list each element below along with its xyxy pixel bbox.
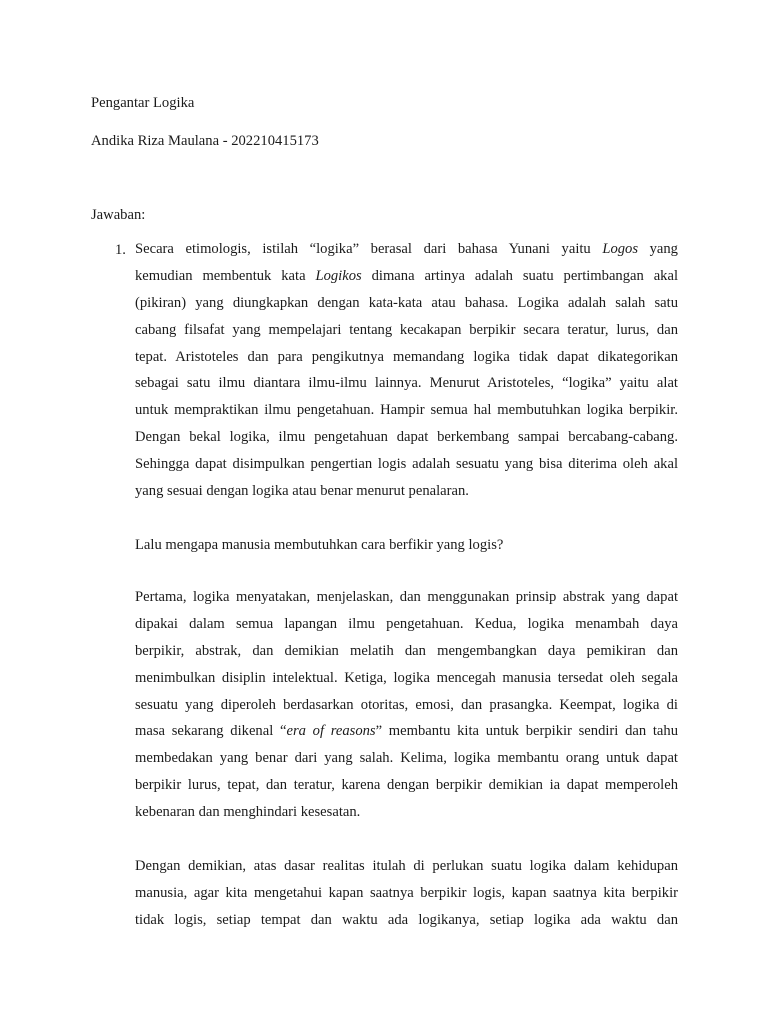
paragraph-line: kebenaran dan menghindari kesesatan. (135, 804, 361, 821)
paragraph-line: kemudian membentuk kata Logikos dimana artinya adalah suatu pertimbangan akal (135, 267, 679, 284)
italic-term: era of reasons (286, 723, 376, 740)
paragraph-line: Dengan demikian, atas dasar realitas itulah di perlukan suatu logika dalam kehidupan (135, 858, 678, 874)
paragraph-reasons (135, 584, 678, 826)
document-title: Pengantar Logika (91, 95, 195, 111)
paragraph-conclusion (135, 853, 678, 934)
paragraph-line: masa sekarang dikenal “era of reasons” membantu kita untuk berpikir sendiri dan tahu (135, 723, 678, 740)
paragraph-line: untuk mempraktikan ilmu pengetahuan. Hampir semua hal membutuhkan logika berpikir. (135, 402, 678, 419)
paragraph-line: Dengan bekal logika, ilmu pengetahuan dapat berkembang sampai bercabang-cabang. (135, 429, 678, 446)
paragraph-line: cabang filsafat yang mempelajari tentang kecakapan berpikir secara teratur, lurus, dan (135, 321, 678, 338)
italic-term: Logos (602, 241, 639, 257)
paragraph-line: Pertama, logika menyatakan, menjelaskan, dan menggunakan prinsip abstrak yang dapat (135, 589, 678, 605)
question-text: Lalu mengapa manusia membutuhkan cara berfikir yang logis? (135, 537, 504, 553)
paragraph-line: dipakai dalam semua lapangan ilmu pengetahuan. Kedua, logika menambah daya (135, 615, 678, 632)
paragraph-line: tepat. Aristoteles dan para pengikutnya memandang logika tidak dapat dikategorikan (135, 348, 678, 365)
paragraph-line: berpikir, abstrak, dan demikian melatih dan mengembangkan daya pemikiran dan (135, 642, 678, 659)
paragraph-line: sebagai satu ilmu diantara ilmu-ilmu lainnya. Menurut Aristoteles, “logika” yaitu alat (135, 375, 678, 392)
italic-term: Logikos (315, 267, 362, 284)
paragraph-line: tidak logis, setiap tempat dan waktu ada logikanya, setiap logika ada waktu dan (135, 911, 678, 928)
paragraph-line: sesuatu yang diperoleh berdasarkan otoritas, emosi, dan prasangka. Keempat, logika di (135, 696, 678, 713)
paragraph-line: Secara etimologis, istilah “logika” berasal dari bahasa Yunani yaitu Logos yang (135, 241, 678, 257)
paragraph-line: membedakan yang benar dari yang salah. Kelima, logika membantu orang untuk dapat (135, 750, 678, 767)
paragraph-line: menimbulkan disiplin intelektual. Ketiga, logika mencegah manusia tersedat oleh segala (135, 669, 678, 686)
paragraph-line: berpikir lurus, tepat, dan teratur, karena dengan berpikir demikian ia dapat memperoleh (135, 777, 678, 794)
question-line (135, 535, 678, 562)
paragraph-line: yang sesuai dengan logika atau benar menurut penalaran. (135, 483, 469, 500)
list-number: 1. (115, 242, 126, 258)
paragraph-line: manusia, agar kita mengetahui kapan saatnya berpikir logis, kapan saatnya kita berpikir (135, 884, 678, 901)
author-line: Andika Riza Maulana - 202210415173 (91, 133, 319, 149)
answer-label: Jawaban: (91, 207, 146, 223)
paragraph-etymology (135, 236, 678, 505)
paragraph-line: (pikiran) yang diungkapkan dengan kata-kata atau bahasa. Logika adalah salah satu (135, 294, 678, 311)
paragraph-line: Sehingga dapat disimpulkan pengertian logis adalah sesuatu yang bisa diterima oleh akal (135, 456, 678, 473)
